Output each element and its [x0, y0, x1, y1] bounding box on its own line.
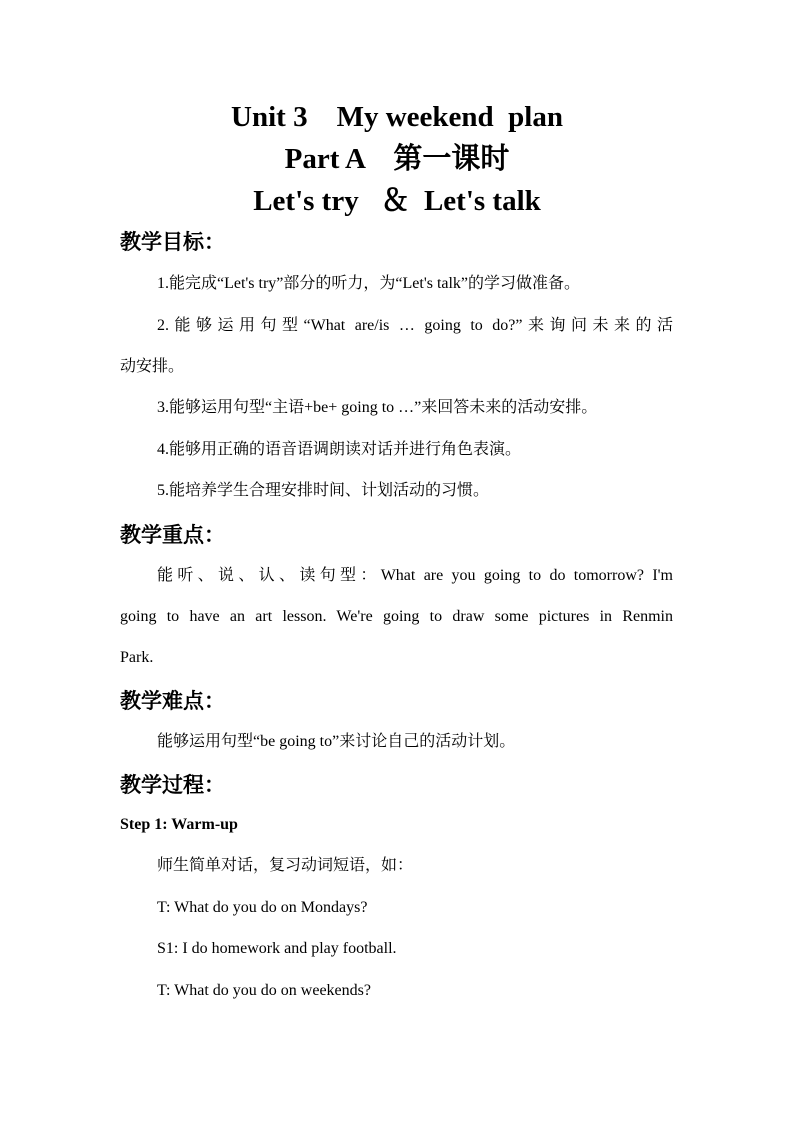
step-1-intro: 师生简单对话，复习动词短语，如： — [157, 857, 414, 874]
objective-item-2-cont: 动安排。 — [120, 358, 185, 375]
objectives-heading: 教学目标： — [120, 230, 225, 254]
step-1-title: Step 1: Warm-up — [120, 816, 238, 833]
key-points-line-2: going to have an art lesson. We're going to draw some pictures in Renmin — [120, 608, 673, 625]
objective-item-5: 5.能培养学生合理安排时间、计划活动的习惯。 — [157, 482, 490, 499]
objective-item-4: 4.能够用正确的语音语调朗读对话并进行角色表演。 — [157, 441, 522, 458]
objective-item-2: 2.能够运用句型“What are/is … going to do?”来询问未来的活 — [157, 317, 673, 334]
key-points-line-1: 能听、说、认、读句型：What are you going to do tomorrow? I'm — [157, 567, 673, 584]
dialogue-line-1: T: What do you do on Mondays? — [157, 899, 368, 916]
key-points-heading: 教学重点： — [120, 523, 225, 547]
process-heading: 教学过程： — [120, 773, 225, 797]
title-lesson: Let's try ＆ Let's talk — [253, 185, 541, 217]
difficult-points-line-1: 能够运用句型“be going to”来讨论自己的活动计划。 — [157, 733, 516, 750]
difficult-points-heading: 教学难点： — [120, 689, 225, 713]
dialogue-line-3: T: What do you do on weekends? — [157, 982, 371, 999]
dialogue-line-2: S1: I do homework and play football. — [157, 940, 397, 957]
objective-item-1: 1.能完成“Let's try”部分的听力，为“Let's talk”的学习做准备。 — [157, 275, 581, 292]
objective-item-3: 3.能够运用句型“主语+be+ going to …”来回答未来的活动安排。 — [157, 399, 598, 416]
title-unit: Unit 3 My weekend plan — [231, 101, 563, 133]
key-points-line-3: Park. — [120, 649, 154, 666]
title-part: Part A 第一课时 — [284, 143, 510, 175]
